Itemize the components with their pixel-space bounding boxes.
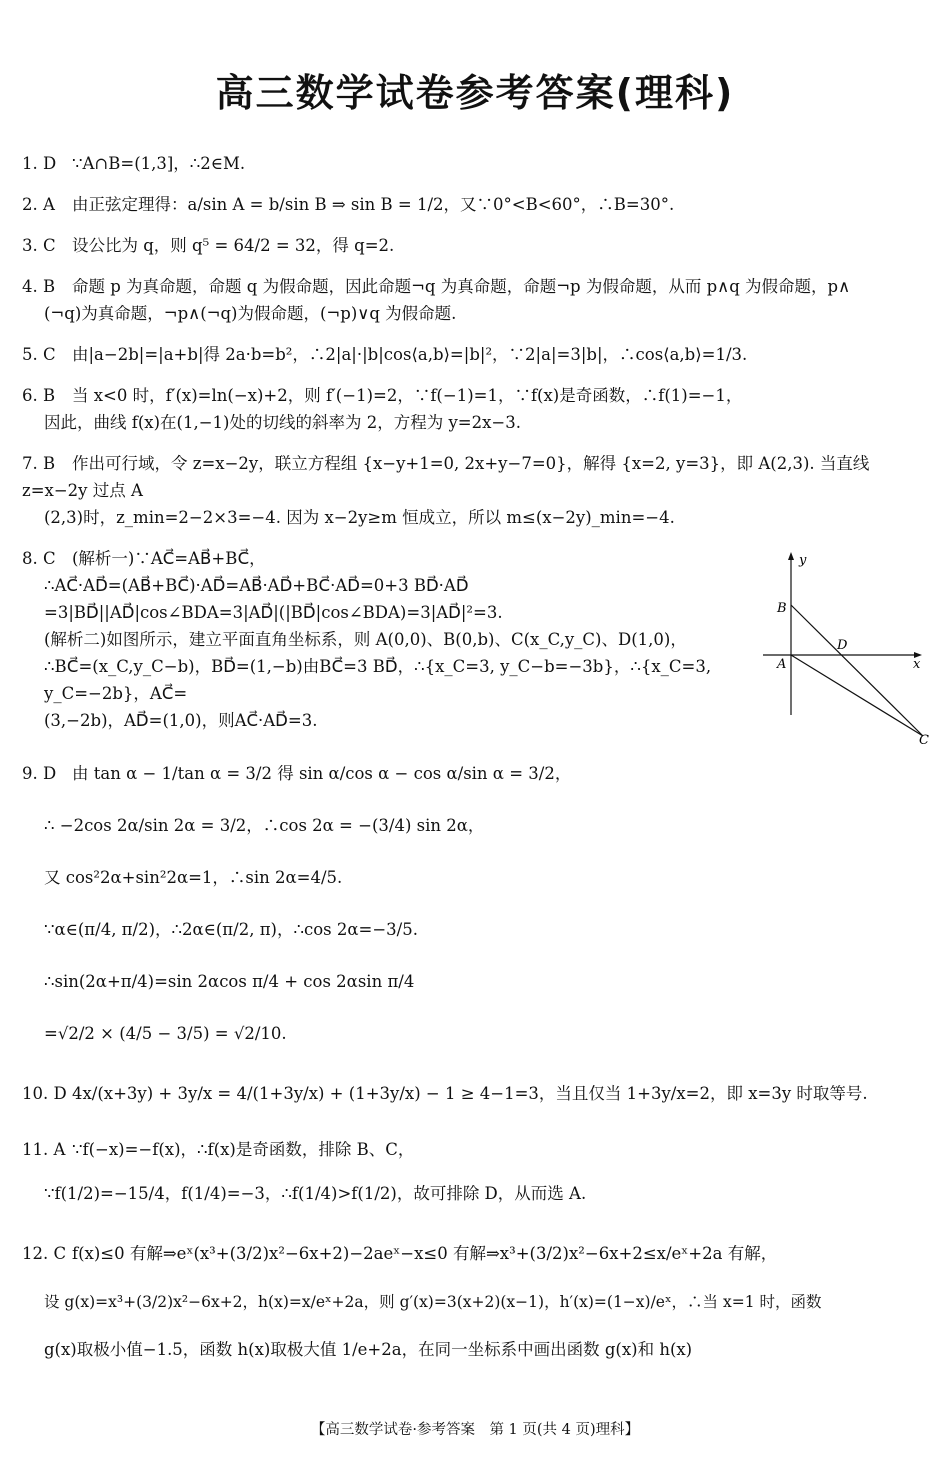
answer-line: ∵f(1/2)=−15/4，f(1/4)=−3，∴f(1/4)>f(1/2)，故可排除 D，从而选 A.	[44, 1184, 587, 1203]
label-d: D	[837, 638, 848, 653]
answer-number: 11. A	[22, 1140, 66, 1159]
answer-line: g(x)取极小值−1.5，函数 h(x)取极大值 1/e+2a，在同一坐标系中画出函数 g(x)和 h(x)	[44, 1340, 693, 1359]
answer-item	[22, 1230, 934, 1374]
answer-number: 3. C	[22, 236, 56, 255]
answer-line: 由 tan α − 1/tan α = 3/2 得 sin α/cos α − cos α/sin α = 3/2，	[72, 764, 572, 783]
answer-line: 当 x<0 时，f′(x)=ln(−x)+2，则 f′(−1)=2，∵f(−1)=1，∵f(x)是奇函数，∴f(1)=−1，	[72, 386, 743, 405]
page-footer: 【高三数学试卷·参考答案 第 1 页(共 4 页)理科】	[310, 1422, 640, 1438]
answer-line: ∴BC⃗=(x_C,y_C−b)，BD⃗=(1,−b)由BC⃗=3 BD⃗，∴{x_C=3, y_C−b=−3b}，∴{x_C=3, y_C=−2b}，AC⃗=	[44, 657, 712, 703]
answer-line: ∴sin(2α+π/4)=sin 2αcos π/4 + cos 2αsin π/4	[44, 972, 415, 991]
answer-number: 12. C	[22, 1244, 67, 1263]
answer-line: (解析一)∵AC⃗=AB⃗+BC⃗，	[72, 549, 266, 568]
answer-line: 设 g(x)=x³+(3/2)x²−6x+2，h(x)=x/eˣ+2a，则 g′(x)=3(x+2)(x−1)，h′(x)=(1−x)/eˣ，∴当 x=1 时，函数	[44, 1293, 822, 1311]
answer-item	[22, 1074, 934, 1114]
label-a: A	[777, 657, 787, 672]
answer-line: ∴AC⃗·AD⃗=(AB⃗+BC⃗)·AD⃗=AB⃗·AD⃗+BC⃗·AD⃗=0+3 BD⃗·AD⃗	[44, 576, 469, 595]
answer-number: 6. B	[22, 386, 56, 405]
answer-number: 4. B	[22, 277, 56, 296]
answer-item	[22, 1128, 934, 1216]
page-title: 高三数学试卷参考答案(理科)	[215, 71, 735, 115]
answer-line: (3,−2b)，AD⃗=(1,0)，则AC⃗·AD⃗=3.	[44, 711, 318, 730]
label-c: C	[919, 733, 929, 745]
answer-number: 7. B	[22, 454, 56, 473]
answer-line: ∵f(−x)=−f(x)，∴f(x)是奇函数，排除 B、C，	[72, 1140, 415, 1159]
answer-line: 4x/(x+3y) + 3y/x = 4/(1+3y/x) + (1+3y/x) − 1 ≥ 4−1=3，当且仅当 1+3y/x=2，即 x=3y 时取等号.	[72, 1084, 868, 1103]
answer-line: 命题 p 为真命题，命题 q 为假命题，因此命题¬q 为真命题，命题¬p 为假命题，从而 p∧q 为假命题，p∧	[72, 277, 851, 296]
answer-item	[22, 191, 934, 218]
answer-line: ∴ −2cos 2α/sin 2α = 3/2，∴cos 2α = −(3/4) sin 2α，	[44, 816, 485, 835]
answer-line: 设公比为 q，则 q⁵ = 64/2 = 32，得 q=2.	[72, 236, 395, 255]
answer-number: 9. D	[22, 764, 57, 783]
answer-item	[22, 545, 742, 734]
answer-line: =3|BD⃗||AD⃗|cos∠BDA=3|AD⃗|(|BD⃗|cos∠BDA)=3|AD⃗|²=3.	[44, 603, 503, 622]
segment-ac	[791, 655, 923, 736]
answer-item	[22, 382, 934, 436]
coordinate-figure	[755, 550, 935, 745]
segment-bc	[791, 605, 923, 736]
answer-number: 2. A	[22, 195, 55, 214]
answer-line: (¬q)为真命题，¬p∧(¬q)为假命题，(¬p)∨q 为假命题.	[44, 304, 457, 323]
answer-line: (解析二)如图所示，建立平面直角坐标系，则 A(0,0)、B(0,b)、C(x_C,y_C)、D(1,0)，	[44, 630, 687, 649]
answer-line: 由正弦定理得：a/sin A = b/sin B ⇒ sin B = 1/2，又∵0°<B<60°，∴B=30°.	[72, 195, 675, 214]
label-x: x	[913, 657, 921, 672]
answer-item	[22, 150, 934, 177]
y-axis-arrow	[788, 552, 794, 560]
answer-item	[22, 450, 934, 531]
answer-item	[22, 748, 934, 1060]
answer-line: 又 cos²2α+sin²2α=1，∴sin 2α=4/5.	[44, 868, 343, 887]
label-y: y	[799, 553, 807, 568]
answer-item	[22, 232, 934, 259]
answer-line: ∵A∩B=(1,3]，∴2∈M.	[72, 154, 246, 173]
answer-number: 8. C	[22, 549, 56, 568]
answer-line: 因此，曲线 f(x)在(1,−1)处的切线的斜率为 2，方程为 y=2x−3.	[44, 413, 521, 432]
answer-line: f(x)≤0 有解⇒eˣ(x³+(3/2)x²−6x+2)−2aeˣ−x≤0 有解⇒x³+(3/2)x²−6x+2≤x/eˣ+2a 有解，	[72, 1244, 778, 1263]
answer-number: 5. C	[22, 345, 56, 364]
answer-line: ∵α∈(π/4, π/2)，∴2α∈(π/2, π)，∴cos 2α=−3/5.	[44, 920, 418, 939]
label-b: B	[777, 601, 787, 616]
answer-list	[22, 150, 934, 1382]
answer-item	[22, 273, 934, 327]
answer-item	[22, 341, 934, 368]
answer-line: =√2/2 × (4/5 − 3/5) = √2/10.	[44, 1024, 287, 1043]
answer-number: 10. D	[22, 1084, 67, 1103]
answer-line: 由|a−2b|=|a+b|得 2a·b=b²，∴2|a|·|b|cos⟨a,b⟩=|b|²，∵2|a|=3|b|，∴cos⟨a,b⟩=1/3.	[72, 345, 748, 364]
answer-line: 作出可行域，令 z=x−2y，联立方程组 {x−y+1=0, 2x+y−7=0}，解得 {x=2, y=3}，即 A(2,3). 当直线 z=x−2y 过点 A	[22, 454, 870, 500]
answer-number: 1. D	[22, 154, 57, 173]
answer-line: (2,3)时，z_min=2−2×3=−4. 因为 x−2y≥m 恒成立，所以 m≤(x−2y)_min=−4.	[44, 508, 675, 527]
